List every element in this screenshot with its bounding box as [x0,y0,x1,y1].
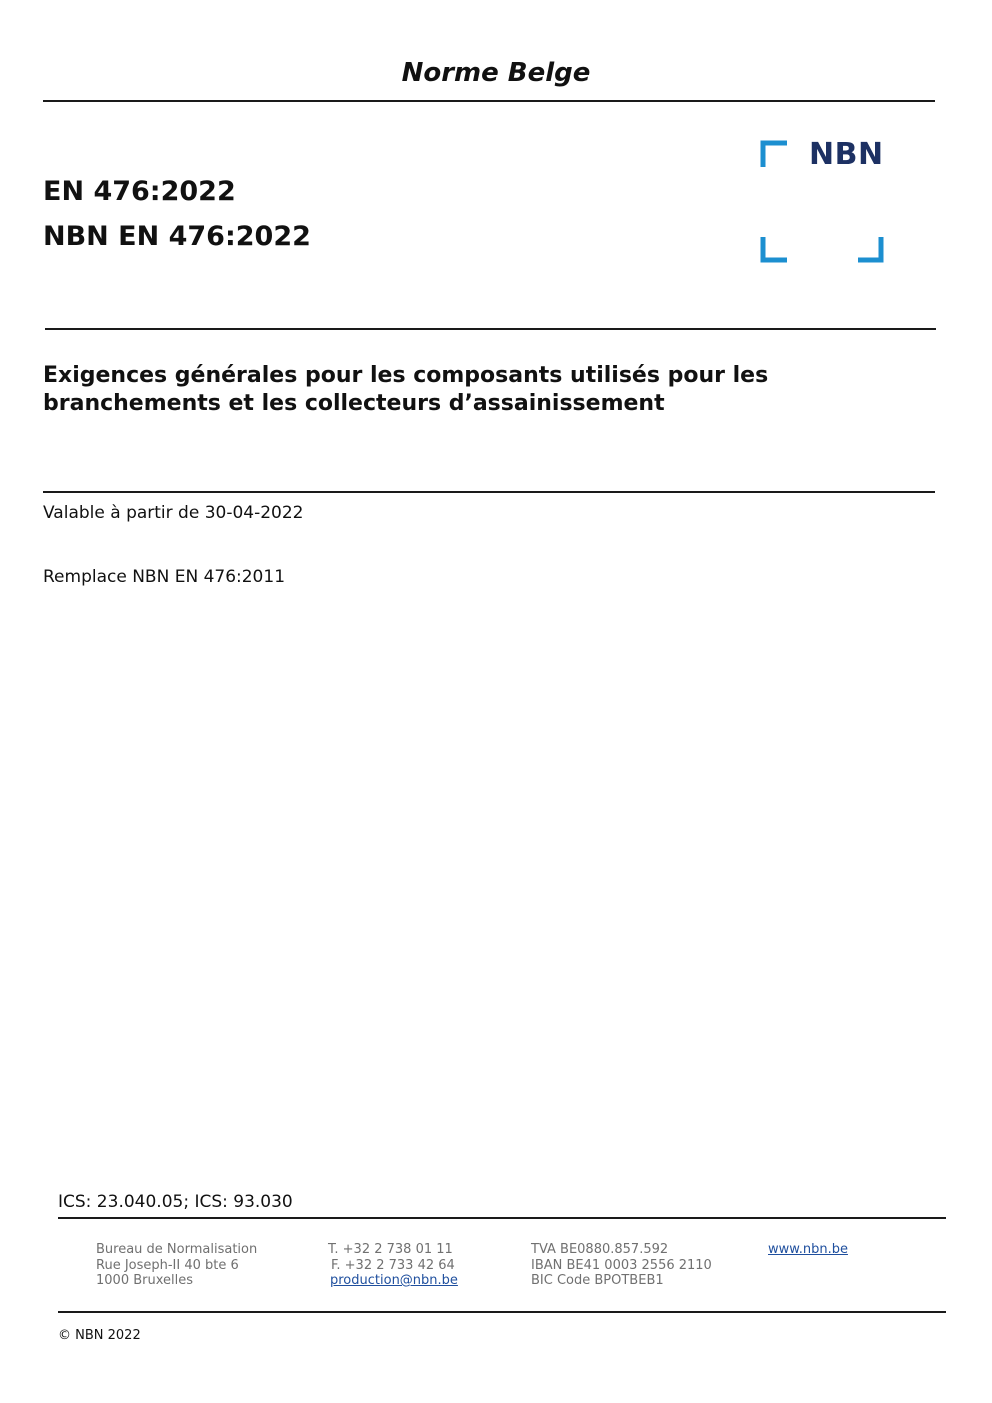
phone-number: T. +32 2 738 01 11 [328,1242,453,1257]
footer-contact [328,1242,458,1289]
header-title: Norme Belge [401,58,591,88]
address-line: Rue Joseph-II 40 bte 6 [96,1257,239,1273]
copyright: © NBN 2022 [58,1328,141,1343]
fax-number: F. +32 2 733 42 64 [331,1257,455,1273]
website-link[interactable]: www.nbn.be [768,1242,848,1257]
en-code: EN 476:2022 [43,176,236,207]
nbn-code: NBN EN 476:2022 [43,221,311,252]
address-line: Bureau de Normalisation [96,1242,258,1257]
header-rule [43,100,935,102]
valid-from: Valable à partir de 30-04-2022 [43,503,304,523]
ics-rule [58,1217,946,1219]
footer-address [96,1242,257,1289]
document-title-line-2: branchements et les collecteurs d’assainissement [43,391,665,416]
address-line: 1000 Bruxelles [96,1273,194,1288]
vat-number: TVA BE0880.857.592 [531,1242,669,1257]
document-title-line-1: Exigences générales pour les composants utilisés pour les [43,363,769,388]
bic-code: BIC Code BPOTBEB1 [531,1273,664,1288]
replaces: Remplace NBN EN 476:2011 [43,567,286,587]
title-rule [43,491,935,493]
email-link[interactable]: production@nbn.be [330,1273,458,1288]
iban-number: IBAN BE41 0003 2556 2110 [531,1257,712,1273]
document-title [43,362,903,418]
footer-bank [531,1242,712,1289]
footer-website [768,1242,848,1258]
footer-rule [58,1311,946,1313]
ics-codes: ICS: 23.040.05; ICS: 93.030 [58,1192,293,1212]
codes-rule [45,328,936,330]
nbn-logo [760,137,886,264]
nbn-logo-text: NBN [809,137,884,172]
